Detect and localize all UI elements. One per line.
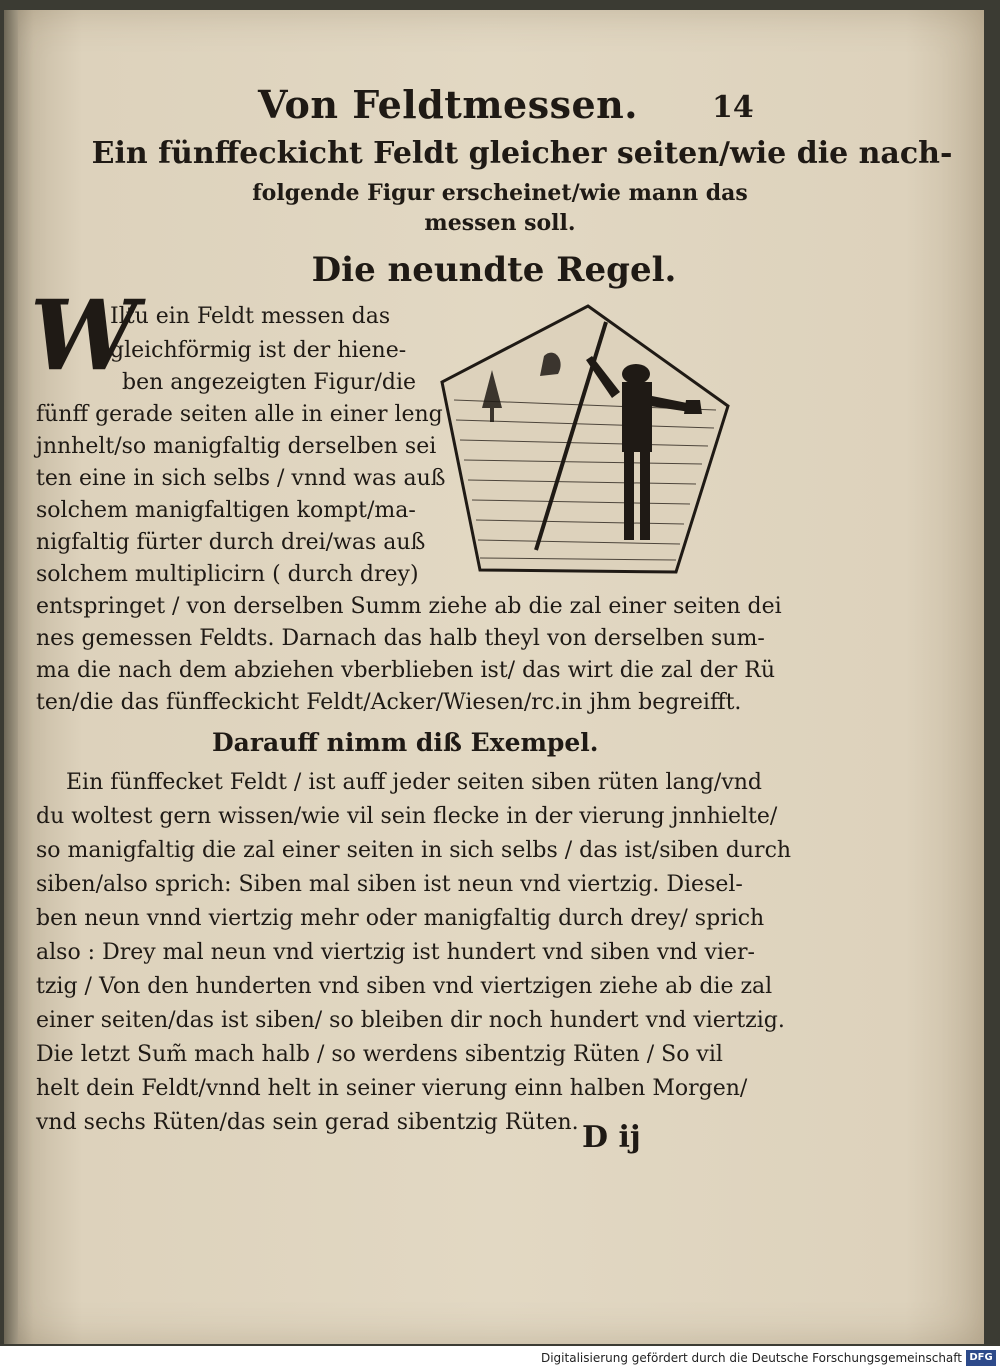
rule-text-line: ten eine in sich selbs / vnnd was auß	[36, 466, 446, 491]
title-line-1: Ein fünffeckicht Feldt gleicher seiten/wie die nach-	[91, 136, 953, 171]
signature-mark: D ij	[582, 1120, 641, 1155]
example-text-line: vnd sechs Rüten/das sein gerad sibentzig Rüten.	[36, 1110, 579, 1135]
rule-text-line: solchem multiplicirn ( durch drey)	[36, 562, 419, 587]
dfg-logo: DFG	[966, 1350, 996, 1366]
example-text-line: einer seiten/das ist siben/ so bleiben dir noch hundert vnd viertzig.	[36, 1008, 785, 1033]
footer-credit: Digitalisierung gefördert durch die Deutsche Forschungsgemeinschaft	[540, 1351, 962, 1365]
rule-text-line: entspringet / von derselben Summ ziehe ab die zal einer seiten dei	[36, 594, 782, 619]
example-text-line: siben/also sprich: Siben mal siben ist neun vnd viertzig. Diesel-	[36, 872, 743, 897]
example-text-line: also : Drey mal neun vnd viertzig ist hundert vnd siben vnd vier-	[36, 940, 755, 965]
example-text-line: ben neun vnnd viertzig mehr oder manigfaltig durch drey/ sprich	[36, 906, 765, 931]
title-line-3: messen soll.	[424, 210, 576, 236]
rule-text-line: gleichförmig ist der hiene-	[110, 338, 407, 363]
rule-text-line: jnnhelt/so manigfaltig derselben sei	[36, 434, 437, 459]
decorated-initial: W	[30, 279, 138, 392]
pentagon-field-woodcut	[436, 300, 736, 590]
example-text-line: tzig / Von den hunderten vnd siben vnd viertzigen ziehe ab die zal	[36, 974, 773, 999]
example-text-line: helt dein Feldt/vnnd helt in seiner vierung einn halben Morgen/	[36, 1076, 748, 1101]
example-text-line: so manigfaltig die zal einer seiten in sich selbs / das ist/siben durch	[36, 838, 792, 863]
rule-text-line: ma die nach dem abziehen vberblieben ist/ das wirt die zal der Rü	[36, 658, 775, 683]
digitization-footer	[0, 1346, 1000, 1372]
rule-text-line: Iltu ein Feldt messen das	[110, 304, 391, 329]
rule-text-line: ben angezeigten Figur/die	[122, 370, 417, 395]
page-number: 14	[712, 90, 754, 125]
example-text-line: du woltest gern wissen/wie vil sein flecke in der vierung jnnhielte/	[36, 804, 778, 829]
example-heading: Darauff nimm diß Exempel.	[212, 728, 599, 757]
rule-heading: Die neundte Regel.	[311, 250, 677, 290]
rule-text-line: nes gemessen Feldts. Darnach das halb theyl von derselben sum-	[36, 626, 765, 651]
rule-text-line: nigfaltig fürter durch drei/was auß	[36, 530, 426, 555]
running-head: Von Feldtmessen.	[258, 82, 639, 127]
example-text-line: Ein fünffecket Feldt / ist auff jeder seiten siben rüten lang/vnd	[66, 770, 763, 795]
rule-text-line: fünff gerade seiten alle in einer leng	[36, 402, 443, 427]
rule-text-line: ten/die das fünffeckicht Feldt/Acker/Wiesen/rc.in jhm begreifft.	[36, 690, 742, 715]
title-line-2: folgende Figur erscheinet/wie mann das	[252, 180, 748, 206]
example-text-line: Die letzt Sum̃ mach halb / so werdens sibentzig Rüten / So vil	[36, 1042, 723, 1067]
rule-text-line: solchem manigfaltigen kompt/ma-	[36, 498, 416, 523]
